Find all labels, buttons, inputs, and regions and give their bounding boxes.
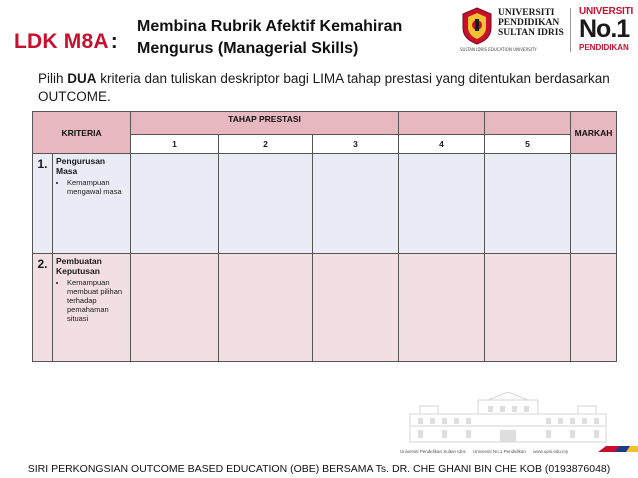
descriptor-cell-2[interactable] [219,154,313,254]
level-4: 4 [399,135,485,154]
no1-logo [579,6,633,52]
criterion-title: Pembuatan Keputusan [56,256,102,276]
footer-text: SIRI PERKONGSIAN OUTCOME BASED EDUCATION (OBE) BERSAMA Ts. DR. CHE GHANI BIN CHE KOB (0193876048) [27,463,611,475]
logo-divider [570,8,571,52]
upsi-wordmark [498,8,564,38]
descriptor-cell-3[interactable] [313,154,399,254]
level-3: 3 [313,135,399,154]
instruction-pre: Pilih [38,71,68,86]
row-number: 2. [33,254,53,362]
markah-cell[interactable] [571,254,617,362]
instruction-text [38,70,628,106]
row-number: 1. [33,154,53,254]
descriptor-cell-5[interactable] [485,254,571,362]
criterion-cell [53,254,131,362]
upsi-line-1: UNIVERSITI [498,8,555,18]
upsi-line-2: PENDIDIKAN [498,18,560,28]
upsi-caption: SULTAN IDRIS EDUCATION UNIVERSITY [460,47,537,52]
descriptor-cell-3[interactable] [313,254,399,362]
no1-line-1: UNIVERSITI [579,6,634,17]
descriptor-cell-4[interactable] [399,154,485,254]
instruction-bold: DUA [67,71,97,86]
criterion-title: Pengurusan Masa [56,156,106,176]
flag-stripe-icon [598,446,638,452]
descriptor-cell-5[interactable] [485,154,571,254]
table-row [33,254,617,362]
header-tahap-prestasi: TAHAP PRESTASI [131,112,399,135]
descriptor-cell-2[interactable] [219,254,313,362]
module-code-colon: : [110,30,118,53]
instruction-post: kriteria dan tuliskan deskriptor bagi LIMA tahap prestasi yang ditentukan berdasarkan OUTCOME. [38,71,610,104]
upsi-crest-icon [460,6,494,46]
upsi-line-3: SULTAN IDRIS [498,28,564,38]
criterion-bullets [56,278,127,323]
descriptor-cell-4[interactable] [399,254,485,362]
level-2: 2 [219,135,313,154]
header-spacer-4 [399,112,485,135]
footer-band-item-2: Universiti No.1 Pendidikan [473,449,526,454]
module-code-text: LDK M8A [14,30,109,53]
criterion-bullet: • Kemampuan mengawal masa [67,178,127,196]
title-line-1: Membina Rubrik Afektif Kemahiran [137,18,403,35]
criterion-bullets [56,178,127,196]
footer-band-item-1: Universiti Pendidikan Sultan Idris [400,449,466,454]
header-markah: MARKAH [571,112,617,154]
criterion-bullet: • Kemampuan membuat pilihan terhadap pemahaman situasi [67,278,127,323]
level-5: 5 [485,135,571,154]
table-header-row [33,112,617,135]
no1-line-3: PENDIDIKAN [579,43,629,52]
upsi-logo [460,6,565,52]
descriptor-cell-1[interactable] [131,154,219,254]
header-kriteria: KRITERIA [33,112,131,154]
title-line-2: Mengurus (Managerial Skills) [137,40,359,57]
markah-cell[interactable] [571,154,617,254]
descriptor-cell-1[interactable] [131,254,219,362]
module-code [14,30,118,54]
building-illustration-icon [408,392,608,444]
no1-line-2: No.1 [579,15,630,43]
header-spacer-5 [485,112,571,135]
level-1: 1 [131,135,219,154]
table-row [33,154,617,254]
rubric-table [32,111,617,362]
criterion-cell [53,154,131,254]
page-title [137,16,402,60]
footer-band-item-3: www.upsi.edu.my [533,449,569,454]
